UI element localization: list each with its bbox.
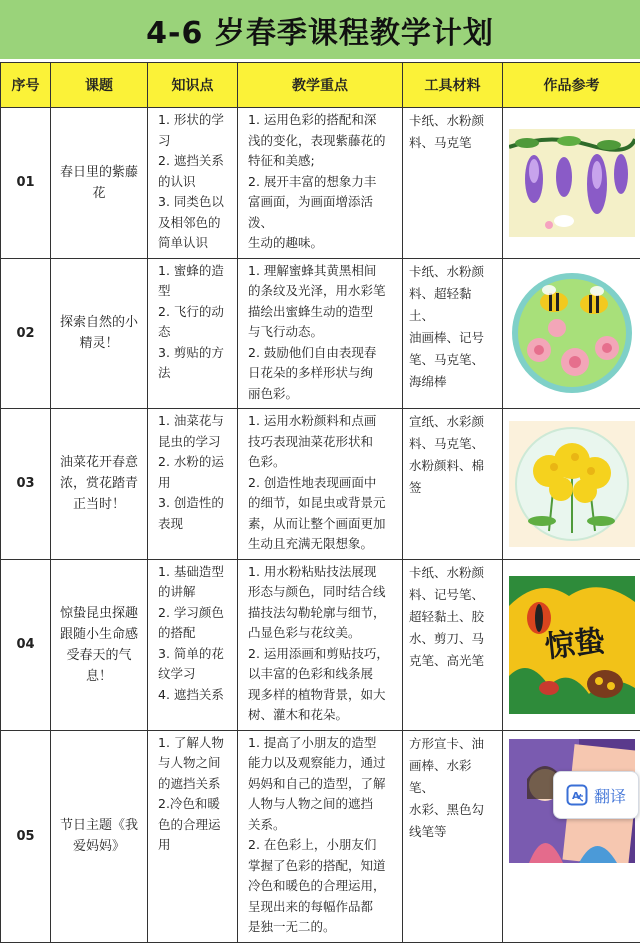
- artwork-wisteria: [503, 108, 640, 259]
- row-number: 02: [1, 258, 51, 409]
- header-knowledge: 知识点: [148, 63, 238, 108]
- row-topic: 节日主题《我 爱妈妈》: [51, 730, 148, 942]
- row-tools: 卡纸、水粉颜 料、马克笔: [403, 108, 503, 259]
- row-topic: 春日里的紫藤 花: [51, 108, 148, 259]
- row-number: 05: [1, 730, 51, 942]
- row-knowledge: 1. 油菜花与 昆虫的学习 2. 水粉的运 用 3. 创造性的 表现: [148, 409, 238, 560]
- table-row: [1, 409, 640, 560]
- row-knowledge: 1. 蜜蜂的造 型 2. 飞行的动 态 3. 剪贴的方 法: [148, 258, 238, 409]
- table-row: [1, 730, 640, 942]
- table-header-row: [1, 63, 640, 108]
- artwork-bees: [503, 258, 640, 409]
- row-number: 03: [1, 409, 51, 560]
- row-number: 01: [1, 108, 51, 259]
- artwork-mother: [503, 730, 640, 942]
- row-focus: 1. 理解蜜蜂其黄黑相间 的条纹及光泽，用水彩笔 描绘出蜜蜂生动的造型 与飞行动态。 2. 鼓励他们自由表现春 日花朵的多样形状与绚 丽色彩。: [238, 258, 403, 409]
- svg-text:A: A: [571, 791, 580, 802]
- row-topic: 探索自然的小 精灵！: [51, 258, 148, 409]
- header-topic: 课题: [51, 63, 148, 108]
- table-row: [1, 559, 640, 730]
- course-plan-table: [0, 62, 640, 943]
- row-focus: 1. 提高了小朋友的造型 能力以及观察能力，通过 妈妈和自己的造型，了解 人物与人物之间的遮挡 关系。 2. 在色彩上，小朋友们 掌握了色彩的搭配，知道 冷色和暖色的合理运用， 呈现出来的每幅作品都 是独一无二的。: [238, 730, 403, 942]
- translate-label: 翻译: [593, 786, 626, 806]
- artwork-insects: [503, 559, 640, 730]
- header-tools: 工具材料: [403, 63, 503, 108]
- row-focus: 1. 运用水粉颜料和点画 技巧表现油菜花形状和 色彩。 2. 创造性地表现画面中 的细节，如昆虫或背景元 素，从而让整个画面更加 生动且充满无限想象。: [238, 409, 403, 560]
- row-tools: 宣纸、水彩颜 料、马克笔、 水粉颜料、棉 签: [403, 409, 503, 560]
- row-topic: 惊蛰昆虫探趣 跟随小生命感 受春天的气 息！: [51, 559, 148, 730]
- translate-button[interactable]: [553, 771, 639, 819]
- table-row: [1, 258, 640, 409]
- row-focus: 1. 运用色彩的搭配和深 浅的变化，表现紫藤花的 特征和美感; 2. 展开丰富的想象力丰 富画面，为画面增添活泼、 生动的趣味。: [238, 108, 403, 259]
- row-topic: 油菜花开春意 浓，赏花踏青 正当时！: [51, 409, 148, 560]
- row-number: 04: [1, 559, 51, 730]
- translate-icon: [566, 784, 588, 806]
- row-focus: 1. 用水粉粘贴技法展现 形态与颜色，同时结合线 描技法勾勒轮廓与细节， 凸显色彩与花纹美。 2. 运用添画和剪贴技巧， 以丰富的色彩和线条展 现多样的植物背景，如大 树、灌木和花朵。: [238, 559, 403, 730]
- row-tools: 方形宣卡、油 画棒、水彩笔、 水彩、黑色勾 线笔等: [403, 730, 503, 942]
- row-knowledge: 1. 了解人物 与人物之间 的遮挡关系 2.冷色和暖 色的合理运 用: [148, 730, 238, 942]
- page-title: 4-6 岁春季课程教学计划: [0, 0, 640, 59]
- table-row: [1, 108, 640, 259]
- header-no: 序号: [1, 63, 51, 108]
- header-focus: 教学重点: [238, 63, 403, 108]
- row-knowledge: 1. 形状的学 习 2. 遮挡关系 的认识 3. 同类色以 及相邻色的 简单认识: [148, 108, 238, 259]
- artwork-rapeseed: [503, 409, 640, 560]
- row-tools: 卡纸、水粉颜 料、记号笔、 超轻黏土、胶 水、剪刀、马 克笔、高光笔: [403, 559, 503, 730]
- row-tools: 卡纸、水粉颜 料、超轻黏土、 油画棒、记号 笔、马克笔、 海绵棒: [403, 258, 503, 409]
- row-knowledge: 1. 基础造型 的讲解 2. 学习颜色 的搭配 3. 简单的花 纹学习 4. 遮挡关系: [148, 559, 238, 730]
- artwork-title: 惊蛰: [542, 623, 607, 665]
- header-artwork: 作品参考: [503, 63, 640, 108]
